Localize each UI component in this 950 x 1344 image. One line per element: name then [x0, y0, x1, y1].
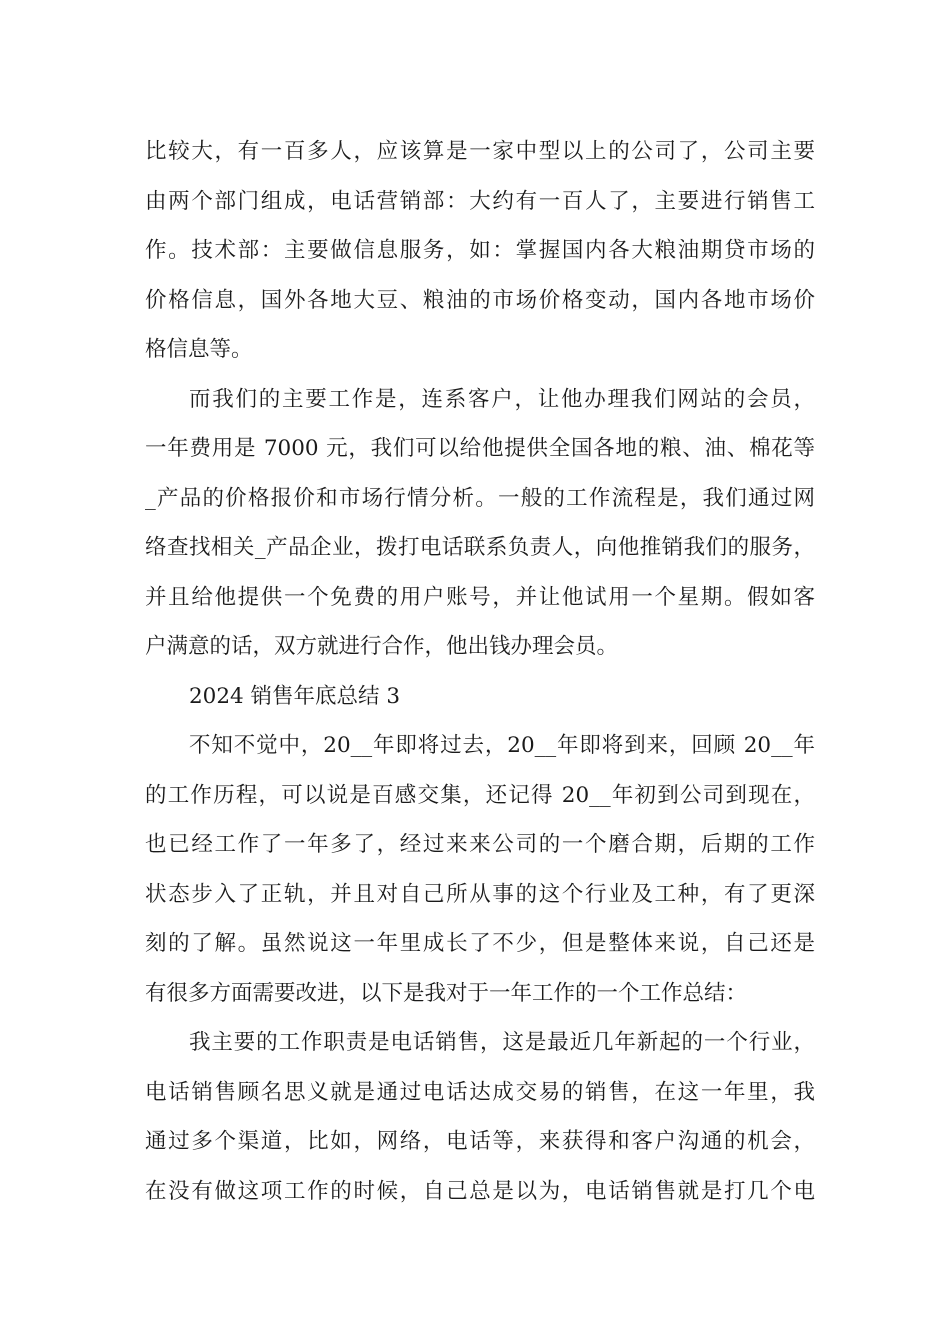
text-line: 由两个部门组成，电话营销部：大约有一百人了，主要进行销售工 — [145, 189, 815, 214]
text-line: _产品的价格报价和市场行情分析。一般的工作流程是，我们通过网 — [145, 486, 815, 511]
text-line: 的工作历程，可以说是百感交集，还记得 20__年初到公司到现在， — [145, 783, 815, 808]
text-line: 户满意的话，双方就进行合作，他出钱办理会员。 — [145, 634, 619, 659]
text-line: 一年费用是 7000 元，我们可以给他提供全国各地的粮、油、棉花等 — [145, 436, 815, 461]
text-line: 价格信息，国外各地大豆、粮油的市场价格变动，国内各地市场价 — [145, 288, 815, 313]
text-line: 络查找相关_产品企业，拨打电话联系负责人，向他推销我们的服务， — [145, 535, 815, 560]
text-line: 也已经工作了一年多了，经过来来公司的一个磨合期，后期的工作 — [145, 832, 815, 857]
text-line: 通过多个渠道，比如，网络，电话等，来获得和客户沟通的机会， — [145, 1129, 815, 1154]
text-line: 作。技术部：主要做信息服务，如：掌握国内各大粮油期贷市场的 — [145, 238, 815, 263]
text-line: 状态步入了正轨，并且对自己所从事的这个行业及工种，有了更深 — [145, 882, 815, 907]
section-heading: 2024 销售年底总结 3 — [189, 684, 401, 709]
text-line: 电话销售顾名思义就是通过电话达成交易的销售，在这一年里，我 — [145, 1080, 815, 1105]
paragraph-first-line: 不知不觉中，20__年即将过去，20__年即将到来，回顾 20__年 — [189, 733, 815, 758]
text-line: 比较大，有一百多人，应该算是一家中型以上的公司了，公司主要 — [145, 139, 815, 164]
text-line: 有很多方面需要改进，以下是我对于一年工作的一个工作总结： — [145, 981, 748, 1006]
text-line: 在没有做这项工作的时候，自己总是以为，电话销售就是打几个电 — [145, 1179, 815, 1204]
text-line: 并且给他提供一个免费的用户账号，并让他试用一个星期。假如客 — [145, 585, 815, 610]
paragraph-first-line: 而我们的主要工作是，连系客户，让他办理我们网站的会员， — [189, 387, 815, 412]
text-line: 刻的了解。虽然说这一年里成长了不少，但是整体来说，自己还是 — [145, 931, 815, 956]
paragraph-first-line: 我主要的工作职责是电话销售，这是最近几年新起的一个行业， — [189, 1030, 815, 1055]
text-line: 格信息等。 — [145, 337, 253, 362]
